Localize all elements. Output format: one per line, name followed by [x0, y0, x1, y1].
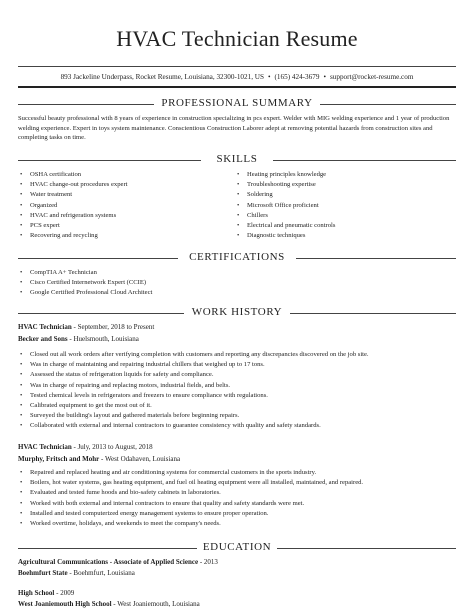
list-item: • Cisco Certified Internetwork Expert (CCIE) — [18, 278, 152, 288]
list-item: • Assessed the status of refrigeration liquids for safety and compliance. — [18, 370, 369, 380]
list-item: • Evaluated and tested fume hoods and bio-safety cabinets in laboratories. — [18, 488, 363, 498]
list-item: • Organized — [18, 201, 127, 211]
job-title-2: HVAC Technician - July, 2013 to August, 2018 — [18, 443, 153, 451]
list-item: • Repaired and replaced heating and air conditioning systems for commercial customers in the sports industry. — [18, 468, 363, 478]
list-item: • Troubleshooting expertise — [235, 180, 335, 190]
skills-list-right — [235, 170, 335, 241]
list-item: • Worked overtime, holidays, and weekends to meet the company's needs. — [18, 519, 363, 529]
job-bullets-1 — [18, 350, 369, 432]
education-degree-1: Agricultural Communications - Associate of Applied Science - 2013 — [18, 558, 218, 566]
list-item: • Electrical and pneumatic controls — [235, 221, 335, 231]
list-item: • Was in charge of repairing and replacing motors, industrial fields, and belts. — [18, 381, 369, 391]
certifications-heading: CERTIFICATIONS — [18, 251, 456, 265]
list-item: • Calibrated equipment to get the most out of it. — [18, 401, 369, 411]
skills-list-left — [18, 170, 127, 241]
list-item: • Collaborated with external and internal contractors to guarantee consistency with quality and safety standards. — [18, 421, 369, 431]
list-item: • Heating principles knowledge — [235, 170, 335, 180]
education-heading: EDUCATION — [18, 541, 456, 555]
list-item: • Water treatment — [18, 190, 127, 200]
list-item: • Boilers, hot water systems, gas heating equipment, and fuel oil heating equipment were all installed, maintained, and repaired. — [18, 478, 363, 488]
list-item: • Recovering and recycling — [18, 231, 127, 241]
list-item: • HVAC and refrigeration systems — [18, 211, 127, 221]
email-link[interactable]: support@rocket-resume.com — [329, 73, 414, 81]
list-item: • Google Certified Professional Cloud Architect — [18, 288, 152, 298]
list-item: • Tested chemical levels in refrigerators and freezers to ensure compliance with regulations. — [18, 391, 369, 401]
list-item: • Closed out all work orders after verifying completion with customers and reporting any discrepancies discovered on the job site. — [18, 350, 369, 360]
contact-line: 893 Jackeline Underpass, Rocket Resume, Louisiana, 32300-1021, US • (165) 424-3679 • support@rocket-resume.com — [60, 73, 414, 81]
certifications-list — [18, 268, 152, 299]
header-rule-top — [18, 66, 456, 67]
list-item: • PCS expert — [18, 221, 127, 231]
job-company-1: Becker and Sons - Huelsmouth, Louisiana — [18, 335, 139, 343]
phone: (165) 424-3679 — [274, 73, 320, 81]
address: 893 Jackeline Underpass, Rocket Resume, Louisiana, 32300-1021, US — [60, 73, 264, 81]
list-item: • Surveyed the building's layout and gathered materials before beginning repairs. — [18, 411, 369, 421]
list-item: • HVAC change-out procedures expert — [18, 180, 127, 190]
skills-heading: SKILLS — [18, 153, 456, 167]
job-bullets-2 — [18, 468, 363, 529]
list-item: • Soldering — [235, 190, 335, 200]
education-degree-2: High School - 2009 — [18, 589, 75, 597]
list-item: • Was in charge of maintaining and repairing industrial chillers that weighed up to 17 tons. — [18, 360, 369, 370]
list-item: • Microsoft Office proficient — [235, 201, 335, 211]
summary-heading: PROFESSIONAL SUMMARY — [18, 97, 456, 111]
work-history-heading: WORK HISTORY — [18, 306, 456, 320]
job-title-1: HVAC Technician - September, 2018 to Present — [18, 323, 155, 331]
list-item: • Diagnostic techniques — [235, 231, 335, 241]
summary-text: Successful beauty professional with 8 years of experience in construction specializing in pcs expert. Welder with MIG welding experience and 1 year of production welding experience. Expert in toys system maintenance. Conscientious Construction Laborer adept at removing potential hazards from construction sites and completing tasks on time. — [18, 115, 450, 142]
education-school-2: West Joaniemouth High School - West Joaniemouth, Louisiana — [18, 600, 200, 608]
list-item: • Chillers — [235, 211, 335, 221]
header-rule-bottom — [18, 86, 456, 88]
resume-title: HVAC Technician Resume — [116, 26, 358, 51]
list-item: • OSHA certification — [18, 170, 127, 180]
list-item: • Installed and tested computerized energy management systems to ensure proper operation. — [18, 509, 363, 519]
list-item: • CompTIA A+ Technician — [18, 268, 152, 278]
education-school-1: Boehmfurt State - Boehmfurt, Louisiana — [18, 569, 135, 577]
list-item: • Worked with both external and internal contractors to ensure that quality and safety standards were met. — [18, 499, 363, 509]
job-company-2: Murphy, Fritsch and Mohr - West Odahaven, Louisiana — [18, 455, 181, 463]
